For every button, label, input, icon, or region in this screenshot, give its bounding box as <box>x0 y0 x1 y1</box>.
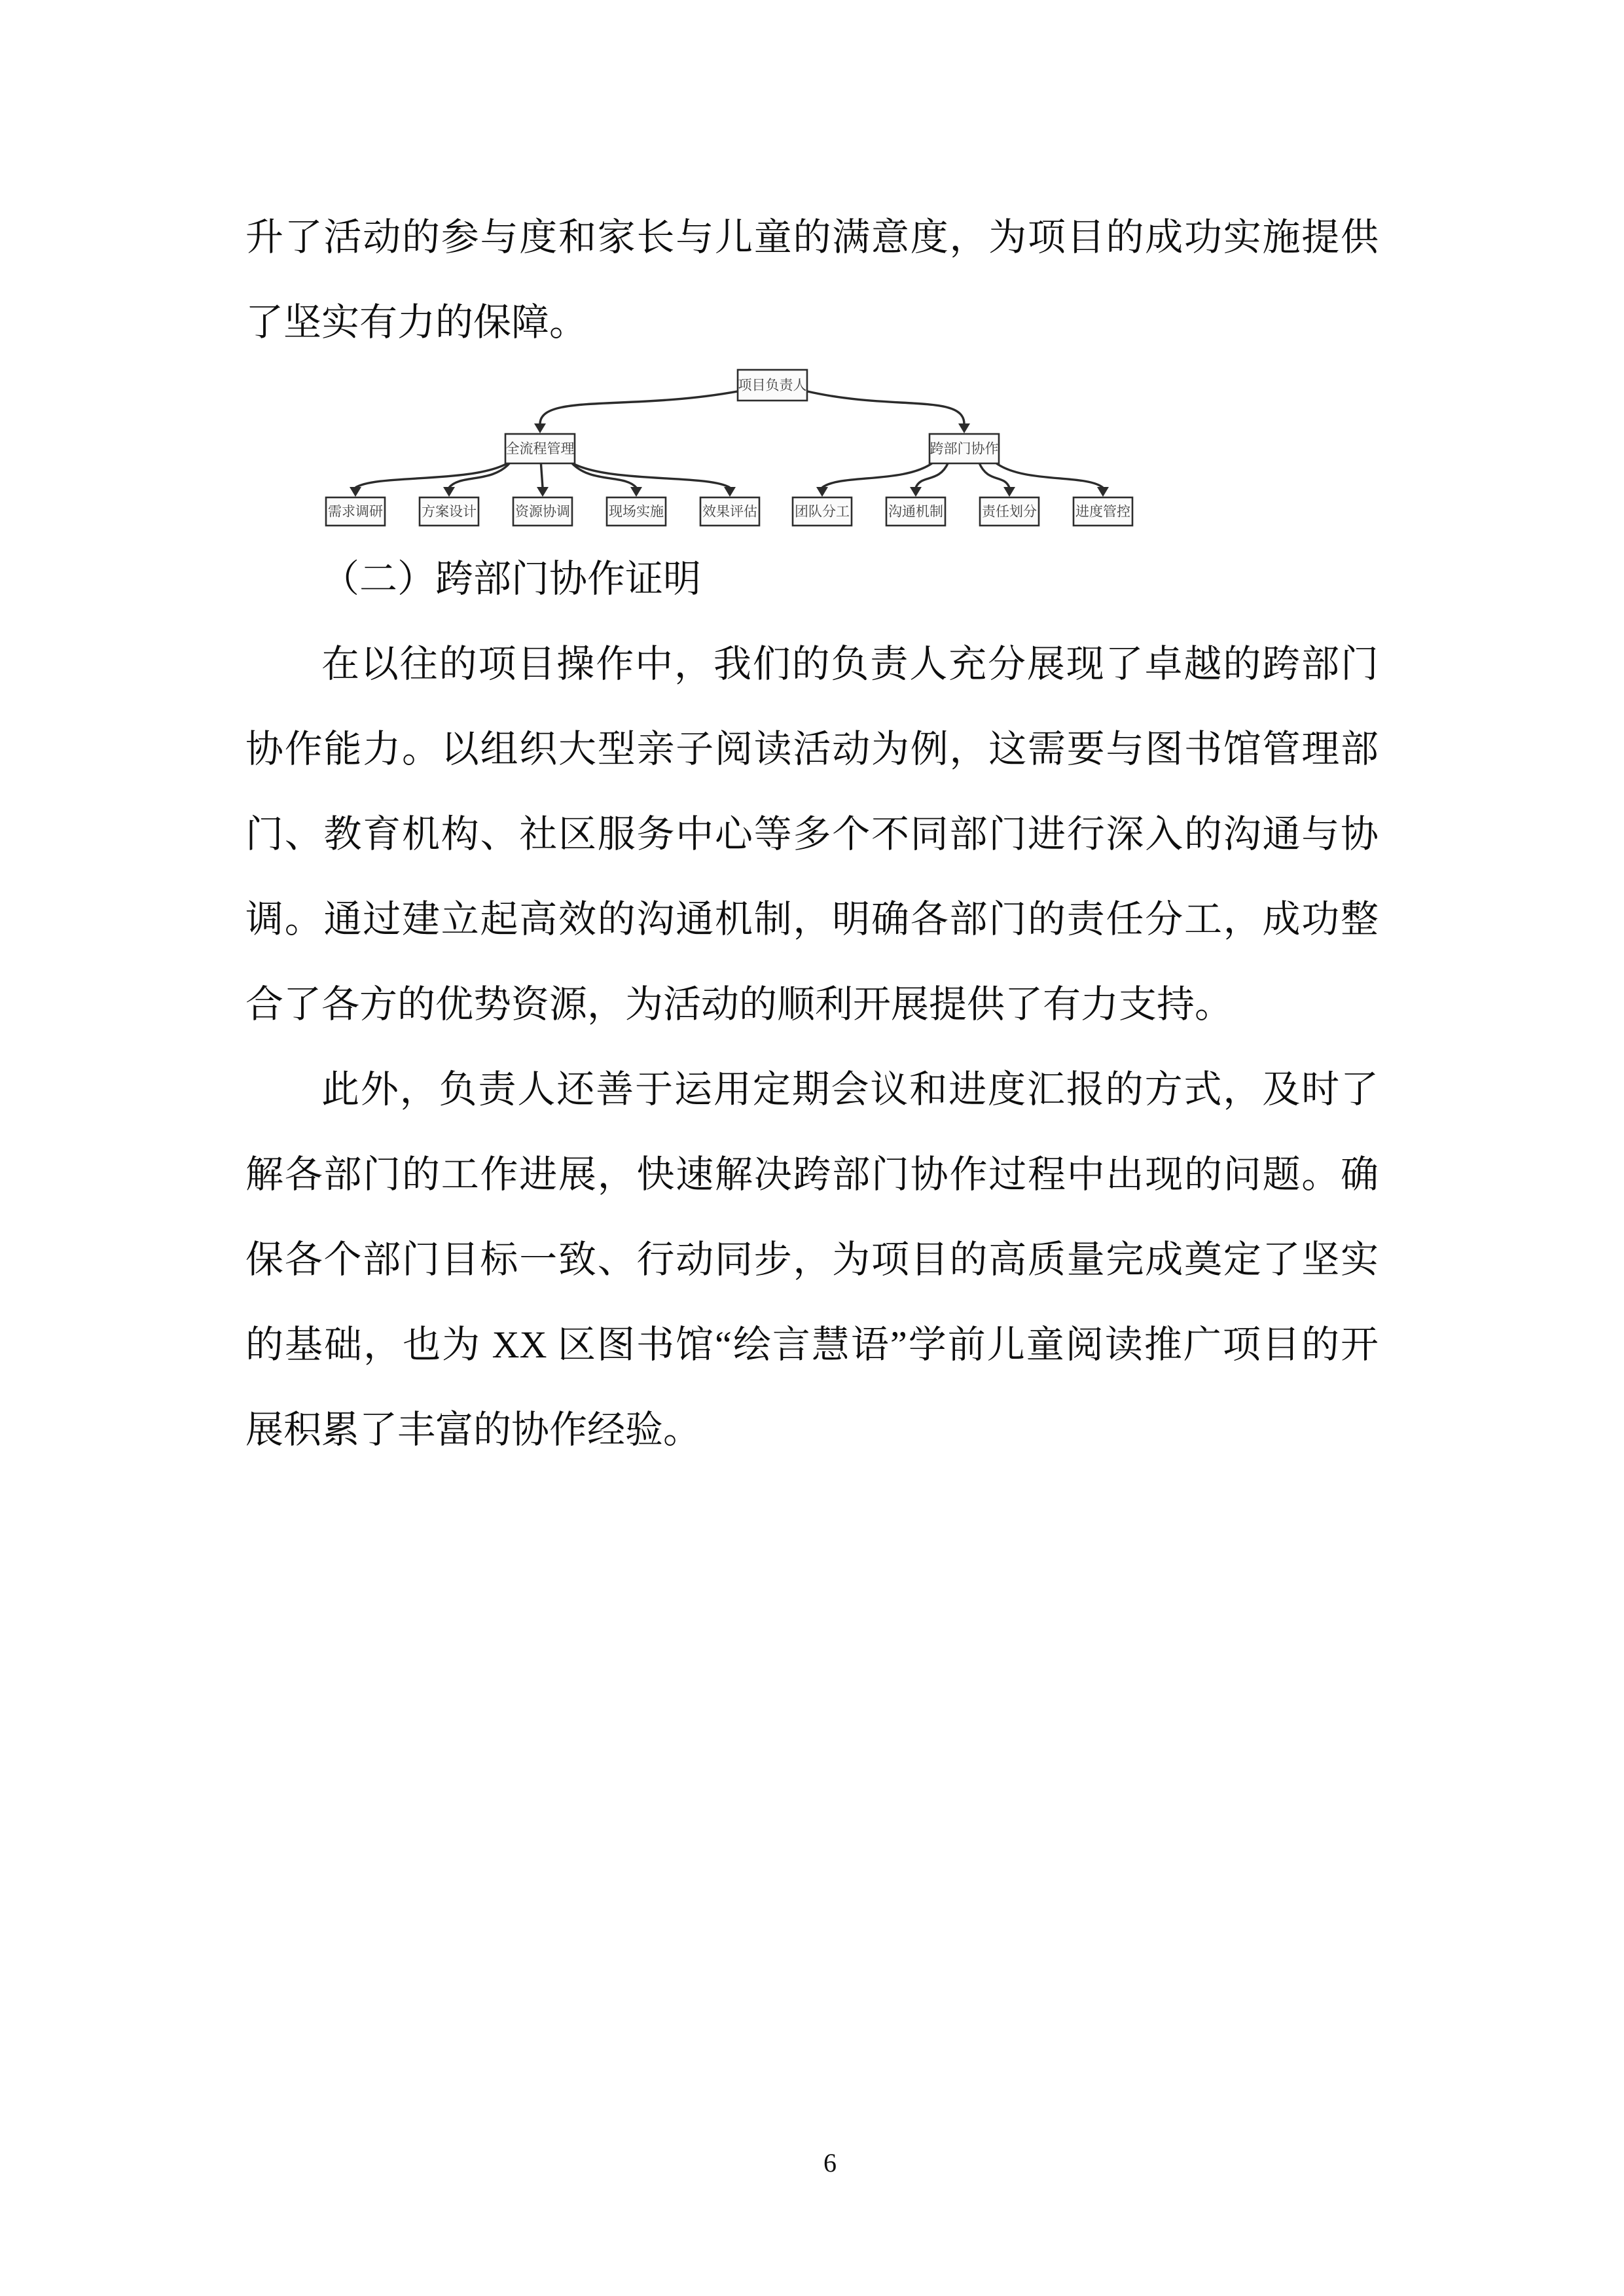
org-arrowhead-icon <box>537 487 549 497</box>
org-node-resp <box>980 497 1039 526</box>
org-edge <box>807 391 964 424</box>
body-line: 门、教育机构、社区服务中心等多个不同部门进行深入的沟通与协 <box>245 813 1379 855</box>
body-line: 了坚实有力的保障。 <box>245 301 588 344</box>
org-node-comm <box>886 497 945 526</box>
org-node-label: 沟通机制 <box>888 504 943 520</box>
org-chart <box>0 364 1624 538</box>
org-node-label: 责任划分 <box>982 504 1037 520</box>
org-edge <box>979 463 1009 488</box>
org-arrowhead-icon <box>630 487 642 497</box>
org-node-label: 现场实施 <box>609 504 664 520</box>
section-heading: （二）跨部门协作证明 <box>321 558 702 600</box>
org-node-team <box>793 497 852 526</box>
org-edge <box>540 391 738 424</box>
org-node-prog <box>1074 497 1132 526</box>
body-line: 合了各方的优势资源，为活动的顺利开展提供了有力支持。 <box>245 983 1233 1026</box>
org-edge <box>996 463 1103 488</box>
org-node-eval <box>700 497 759 526</box>
org-node-root <box>738 370 807 401</box>
page-number: 6 <box>823 2148 837 2178</box>
org-arrowhead-icon <box>350 487 361 497</box>
org-node-label: 项目负责人 <box>738 378 807 393</box>
org-node-label: 全流程管理 <box>505 441 575 457</box>
org-arrowhead-icon <box>534 423 546 433</box>
org-node-design <box>420 497 478 526</box>
org-arrowhead-icon <box>910 487 922 497</box>
org-edge <box>822 463 933 488</box>
org-node-label: 资源协调 <box>515 504 570 520</box>
figure-area <box>245 365 1379 537</box>
org-node-label: 进度管控 <box>1075 504 1130 520</box>
org-arrowhead-icon <box>816 487 828 497</box>
org-arrowhead-icon <box>958 423 970 433</box>
body-line: 保各个部门目标一致、行动同步，为项目的高质量完成奠定了坚实 <box>245 1238 1379 1281</box>
body-line: 解各部门的工作进展，快速解决跨部门协作过程中出现的问题。确 <box>245 1153 1379 1196</box>
org-edge <box>541 463 543 488</box>
body-line: 升了活动的参与度和家长与儿童的满意度，为项目的成功实施提供 <box>245 216 1379 259</box>
org-node-label: 需求调研 <box>328 504 383 520</box>
body-line: 调。通过建立起高效的沟通机制，明确各部门的责任分工，成功整 <box>245 898 1379 941</box>
org-edge <box>916 463 948 488</box>
org-arrowhead-icon <box>1097 487 1109 497</box>
org-node-site <box>607 497 666 526</box>
org-arrowhead-icon <box>443 487 455 497</box>
body-line: 在以往的项目操作中，我们的负责人充分展现了卓越的跨部门 <box>321 643 1379 685</box>
org-node-label: 方案设计 <box>422 504 477 520</box>
org-node-label: 效果评估 <box>702 504 757 520</box>
org-arrowhead-icon <box>1003 487 1015 497</box>
org-node-mgmt <box>505 434 575 463</box>
body-line: 协作能力。以组织大型亲子阅读活动为例，这需要与图书馆管理部 <box>245 728 1379 770</box>
org-node-collab <box>929 434 999 463</box>
text-body <box>245 195 1379 1473</box>
body-line: 展积累了丰富的协作经验。 <box>245 1408 702 1451</box>
org-node-resource <box>513 497 572 526</box>
org-node-needs <box>326 497 385 526</box>
org-arrowhead-icon <box>724 487 736 497</box>
org-node-label: 跨部门协作 <box>929 441 999 457</box>
body-line: 此外，负责人还善于运用定期会议和进度汇报的方式，及时了 <box>321 1068 1379 1111</box>
org-node-label: 团队分工 <box>795 504 850 520</box>
body-line: 的基础，也为 XX 区图书馆“绘言慧语”学前儿童阅读推广项目的开 <box>245 1323 1379 1366</box>
